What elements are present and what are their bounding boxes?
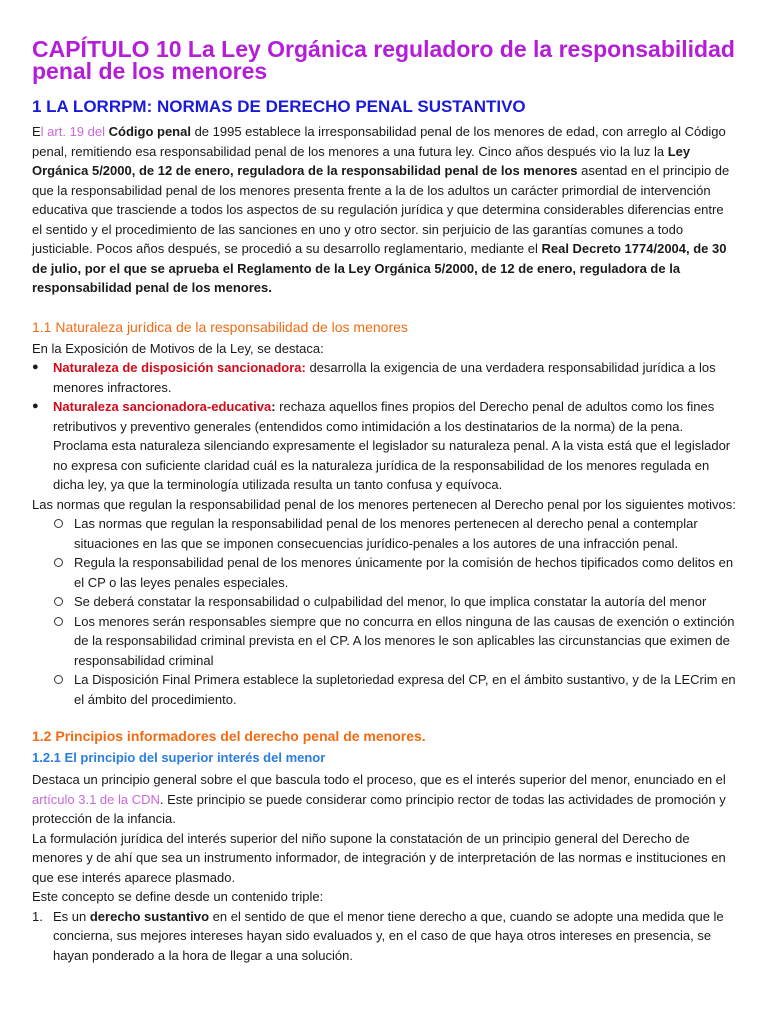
text-run: Destaca un principio general sobre el que bascula todo el proceso, que es el interés superior del menor, enunciado en el: [32, 772, 726, 787]
bullet-text: rechaza aquellos fines propios del Derecho penal de adultos como los fines retributivos y preventivo generales (entendidos como intimidación a los destinatarios de la norma) de la pena. Proclama esta naturaleza silenciando expresamente el legislador su naturaleza penal. A la vista está que el legislador no expresa con suficiente claridad cuál es la naturaleza jurídica de la responsabilidad de los menores regulada en dicha ley, ya que la terminología utilizada resulta un tanto confusa y equívoca.: [53, 399, 731, 492]
triple-content-list: [32, 907, 736, 966]
bullet-colon: :: [271, 399, 276, 414]
bold-codigo-penal: Código penal: [108, 124, 191, 139]
circle-bullet-icon: [54, 617, 63, 626]
cdn-article-link[interactable]: artículo 3.1 de la CDN: [32, 791, 160, 807]
text-run: de 1995 establece la irresponsabilidad penal de los menores de edad, con arreglo al Código penal, remitiendo esa responsabilidad penal de los menores a una futura ley. Cinco años después vio la luz la: [32, 124, 726, 159]
bold-derecho-sustantivo: derecho sustantivo: [89, 908, 210, 924]
reason-text: Regula la responsabilidad penal de los menores únicamente por la comisión de hechos tipificados como delitos en el CP o las leyes penales especiales.: [74, 555, 734, 590]
reason-text: La Disposición Final Primera establece la supletoriedad expresa del CP, en el ámbito sustantivo, y de la LECrim en el ámbito del procedimiento.: [74, 672, 736, 707]
section-1-2-heading: 1.2 Principios informadores del derecho penal de menores.: [32, 728, 426, 744]
section-1-paragraph: [32, 122, 736, 298]
text-run: . Este principio se puede considerar como principio rector de todas las actividades de promoción y protección de la infancia.: [32, 791, 726, 826]
bold-real-decreto: Real Decreto 1774/2004, de 30 de julio, por el que se aprueba el Reglamento de la Ley Orgánica 5/2000, de 12 de enero, reguladora de la responsabilidad penal de los menores.: [32, 241, 727, 295]
list-item: [32, 358, 736, 397]
reason-text: Se deberá constatar la responsabilidad o culpabilidad del menor, lo que implica constatar la autoría del menor: [74, 594, 707, 609]
bullet-label: Naturaleza de disposición sancionadora:: [53, 360, 306, 375]
text-run: E: [32, 124, 41, 139]
list-item: [32, 592, 736, 612]
nature-bullet-list: [32, 358, 736, 495]
section-1-heading: 1 LA LORRPM: NORMAS DE DERECHO PENAL SUSTANTIVO: [32, 97, 526, 116]
reasons-intro: Las normas que regulan la responsabilidad penal de los menores pertenecen al Derecho penal por los siguientes motivos:: [32, 496, 736, 512]
circle-bullet-icon: [54, 558, 63, 567]
list-item: [32, 612, 736, 671]
section-1-1-heading: 1.1 Naturaleza jurídica de la responsabilidad de los menores: [32, 318, 408, 335]
reason-text: Las normas que regulan la responsabilidad penal de los menores pertenecen al derecho penal a contemplar situaciones en las que se imponen consecuencias jurídico-penales a los autores de una infracción penal.: [74, 516, 698, 551]
art-19-link[interactable]: l art. 19 del: [40, 124, 105, 139]
list-item: [32, 397, 736, 495]
circle-bullet-icon: [54, 675, 63, 684]
bullet-marker: ●: [32, 361, 39, 373]
bold-ley-organica: Ley Orgánica 5/2000, de 12 de enero, reguladora de la responsabilidad penal de los menores: [32, 143, 691, 178]
list-item: [32, 514, 736, 553]
circle-bullet-icon: [54, 597, 63, 606]
reasons-list: [32, 514, 736, 709]
reason-text: Los menores serán responsables siempre que no concurra en ellos ninguna de las causas de exención o extinción de la responsabilidad criminal prevista en el CP. A los menores le son aplicables las circunstancias que eximen de responsabilidad criminal: [74, 613, 735, 668]
list-item: [32, 670, 736, 709]
list-item: [32, 907, 736, 966]
number-marker: 1.: [32, 908, 43, 924]
circle-bullet-icon: [54, 519, 63, 528]
list-item: [32, 553, 736, 592]
bullet-label: Naturaleza sancionadora-educativa: [53, 399, 272, 414]
chapter-title: CAPÍTULO 10 La Ley Orgánica reguladoro de la responsabilidad penal de los menores: [32, 36, 735, 84]
section-1-2-1-heading: 1.2.1 El principio del superior interés del menor: [32, 750, 326, 765]
bullet-marker: ●: [32, 400, 39, 412]
section-1-2-1-paragraph-2: La formulación jurídica del interés superior del niño supone la constatación de un principio general del Derecho de menores y de ahí que sea un instrumento informador, de integración y de interpretación de las normas e instituciones en que ese interés aparece plasmado.: [32, 830, 726, 885]
section-1-2-1-paragraph-1: [32, 770, 736, 829]
section-1-2-1-paragraph-3: Este concepto se define desde un contenido triple:: [32, 889, 324, 904]
text-run: asentad en el principio de que la responsabilidad penal de los menores presenta frente a la de los adultos un carácter primordial de intervención educativa que trasciende a todos los aspectos de su regulación jurídica y que determina considerables diferencias entre el sentido y el procedimiento de las sanciones en uno y otro sector. sin perjuicio de las garantías comunes a todo justiciable. Pocos años después, se procedió a su desarrollo reglamentario, mediante el: [32, 163, 730, 256]
bullet-text: desarrolla la exigencia de una verdadera responsabilidad jurídica a los menores infractores.: [53, 360, 716, 395]
text-run: Es un: [53, 908, 90, 924]
section-1-1-intro: En la Exposición de Motivos de la Ley, se destaca:: [32, 340, 324, 356]
text-run: en el sentido de que el menor tiene derecho a que, cuando se adopte una medida que le concierna, sus mejores intereses hayan sido evaluados y, en el caso de que haya otros intereses en presencia, se hayan ponderado a la hora de llegar a una solución.: [53, 908, 724, 963]
